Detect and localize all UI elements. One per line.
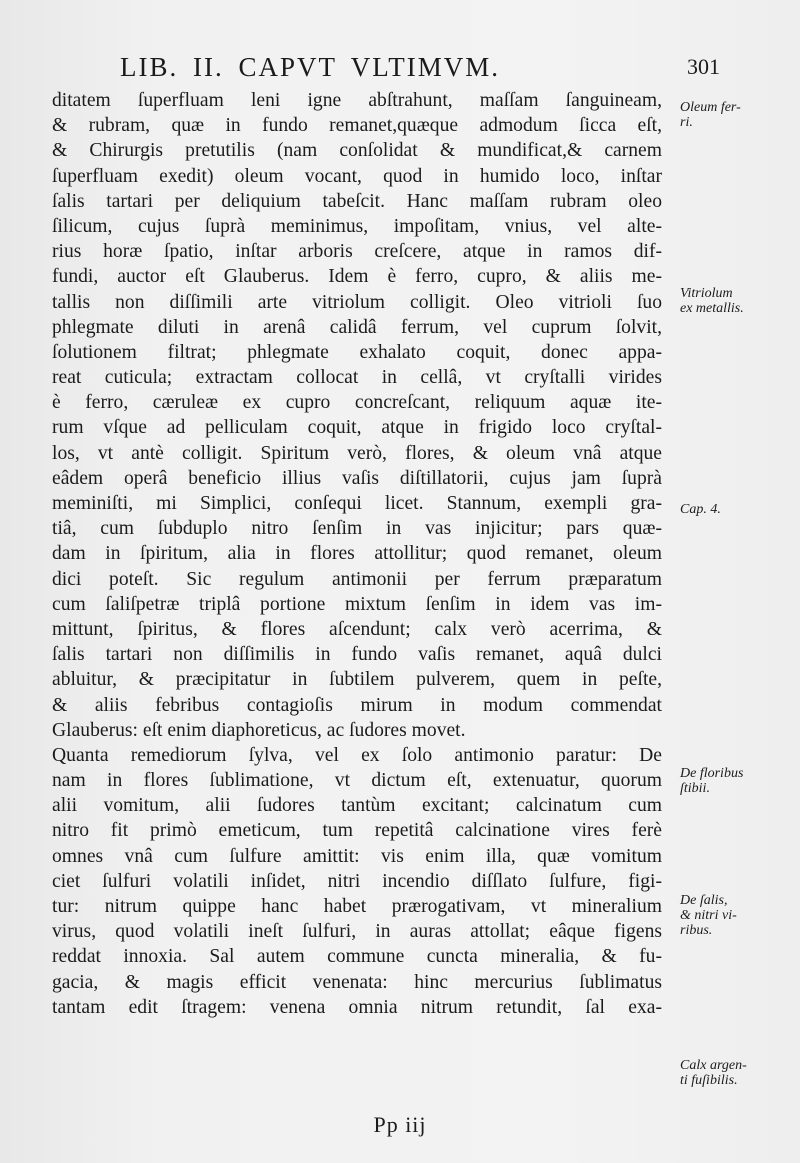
- running-header: [120, 52, 720, 92]
- margin-note: [680, 286, 790, 316]
- text-line: Glauberus: eſt enim diaphoreticus, ac ſudores movet.: [52, 719, 466, 741]
- signature-mark: Pp iij: [373, 1112, 427, 1137]
- text-line: phlegmate diluti in arenâ calidâ ferrum, vel cuprum ſolvit,: [52, 316, 662, 338]
- margin-note: [680, 1058, 790, 1088]
- text-line: Quanta remediorum ſylva, vel ex ſolo antimonio paratur: De: [52, 744, 662, 766]
- margin-note-line: De floribus: [680, 766, 744, 781]
- text-line: è ferro, cæruleæ ex cupro concreſcant, reliquum aquæ ite-: [52, 392, 662, 414]
- text-line: gacia, & magis efficit venenata: hinc mercurius ſublimatus: [52, 971, 662, 993]
- text-line: tantam edit ſtragem: venena omnia nitrum retundit, ſal exa-: [52, 996, 662, 1018]
- margin-note: [680, 766, 790, 796]
- text-line: fundi, auctor eſt Glauberus. Idem è ferro, cupro, & aliis me-: [52, 266, 662, 288]
- text-line: omnes vnâ cum ſulfure amittit: vis enim illa, quæ vomitum: [52, 845, 662, 867]
- text-line: mittunt, ſpiritus, & flores aſcendunt; calx verò acerrima, &: [52, 618, 662, 640]
- text-line: cum ſaliſpetræ triplâ portione mixtum ſenſim in idem vas im-: [52, 593, 662, 615]
- text-line: ciet ſulfuri volatili inſidet, nitri incendio diſſlato ſulfure, figi-: [52, 870, 662, 892]
- text-line: & Chirurgis pretutilis (nam conſolidat & mundificat,& carnem: [52, 140, 662, 162]
- margin-note-line: De ſalis,: [680, 893, 728, 908]
- margin-note-line: ſtibii.: [680, 781, 710, 796]
- text-line: nitro fit primò emeticum, tum repetitâ calcinatione vires ferè: [52, 820, 662, 842]
- text-line: reat cuticula; extractam collocat in cellâ, vt cryſtalli virides: [52, 367, 662, 389]
- text-line: los, vt antè colligit. Spiritum verò, flores, & oleum vnâ atque: [52, 442, 662, 464]
- text-line: rius horæ ſpatio, inſtar arboris creſcere, atque in ramos dif-: [52, 241, 662, 263]
- text-line: & rubram, quæ in fundo remanet,quæque admodum ſicca eſt,: [52, 115, 662, 137]
- text-line: reddat innoxia. Sal autem commune cuncta mineralia, & fu-: [52, 946, 662, 968]
- margin-note-line: Cap. 4.: [680, 502, 721, 517]
- text-line: meminiſti, mi Simplici, conſequi licet. Stannum, exempli gra-: [52, 493, 662, 514]
- margin-note-line: ribus.: [680, 923, 713, 938]
- text-line: tiâ, cum ſubduplo nitro ſenſim in vas injicitur; pars quæ-: [52, 518, 662, 540]
- text-line: ſalis tartari non diſſimilis in fundo vaſis remanet, aquâ dulci: [52, 644, 662, 666]
- text-line: alii vomitum, alii ſudores tantùm excitant; calcinatum cum: [52, 795, 662, 817]
- text-line: nam in flores ſublimatione, vt dictum eſt, extenuatur, quorum: [52, 770, 662, 792]
- text-line: ſalis tartari per deliquium tabeſcit. Hanc maſſam rubram oleo: [52, 190, 662, 212]
- text-line: dam in ſpiritum, alia in flores attollitur; quod remanet, oleum: [52, 543, 662, 565]
- running-title: LIB. II. CAPVT VLTIMVM.: [120, 52, 501, 82]
- margin-note: [680, 100, 790, 130]
- margin-note-line: Calx argen-: [680, 1058, 747, 1073]
- text-line: rum vſque ad pelliculam coquit, atque in frigido loco cryſtal-: [52, 417, 662, 439]
- text-line: dici poteſt. Sic regulum antimonii per ferrum præparatum: [52, 568, 662, 590]
- margin-note-line: Oleum fer-: [680, 100, 741, 115]
- margin-note-line: ti fuſibilis.: [680, 1073, 738, 1088]
- margin-note: [680, 502, 790, 517]
- text-line: ſuperfluam exedit) oleum vocant, quod in humido loco, inſtar: [52, 165, 662, 187]
- text-line: ſolutionem filtrat; phlegmate exhalato coquit, donec appa-: [52, 341, 662, 363]
- margin-note-line: ex metallis.: [680, 301, 744, 316]
- margin-note-line: ri.: [680, 115, 693, 130]
- text-line: tur: nitrum quippe hanc habet prærogativam, vt mineralium: [52, 896, 662, 917]
- text-line: eâdem operâ beneficio illius vaſis diſtillatorii, cujus jam ſuprà: [52, 467, 662, 489]
- text-line: abluitur, & præcipitatur in ſubtilem pulverem, quem in peſte,: [52, 669, 662, 691]
- margin-note-line: Vitriolum: [680, 286, 733, 301]
- page-number: 301: [687, 54, 720, 79]
- text-line: virus, quod volatili ineſt ſulfuri, in auras attollat; eâque figens: [52, 921, 662, 943]
- body-text: [52, 88, 662, 1020]
- margin-note-line: & nitri vi-: [680, 908, 737, 923]
- margin-note: [680, 893, 790, 938]
- text-line: ditatem ſuperfluam leni igne abſtrahunt, maſſam ſanguineam,: [52, 90, 662, 111]
- text-line: & aliis febribus contagioſis mirum in modum commendat: [52, 694, 662, 716]
- text-line: ſilicum, cujus ſuprà meminimus, impoſitam, vnius, vel alte-: [52, 215, 662, 237]
- text-line: tallis non diſſimili arte vitriolum colligit. Oleo vitrioli ſuo: [52, 291, 662, 313]
